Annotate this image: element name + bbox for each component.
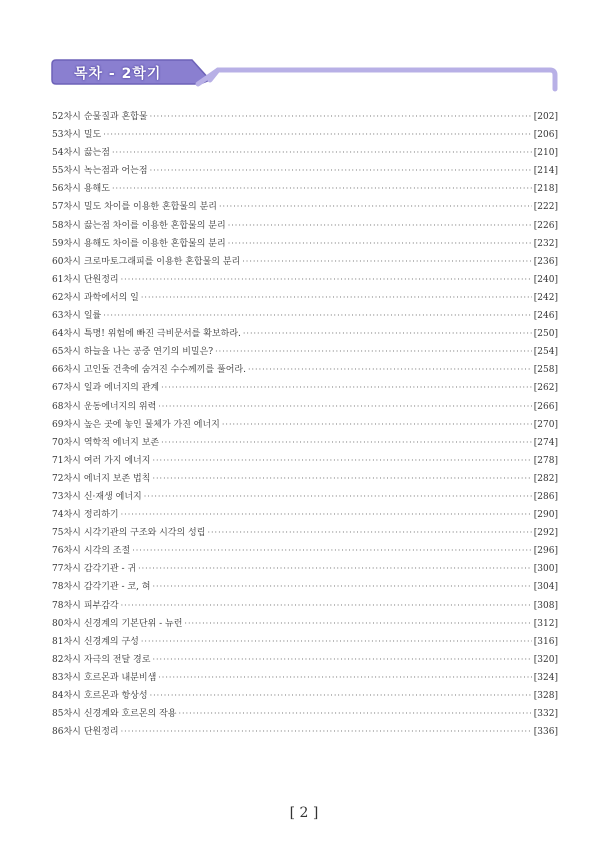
- toc-leader-dots: [150, 108, 532, 126]
- toc-leader-dots: [228, 235, 532, 253]
- section-header: [50, 58, 558, 92]
- toc-leader-dots: [179, 705, 532, 723]
- toc-entry-number: 83차시: [52, 672, 81, 683]
- toc-entry-title: 밀도: [83, 130, 102, 141]
- toc-entry-title: 용해도: [83, 184, 110, 195]
- toc-entry-title: 신경계의 기본단위 - 뉴런: [83, 618, 183, 629]
- toc-entry-title: 일률: [83, 311, 102, 322]
- toc-leader-dots: [215, 343, 532, 361]
- toc-entry[interactable]: [52, 506, 558, 524]
- toc-leader-dots: [158, 669, 532, 687]
- toc-entry-number: 80차시: [52, 618, 81, 629]
- toc-leader-dots: [103, 126, 532, 144]
- toc-entry-title: 피부감각: [83, 600, 119, 611]
- toc-entry[interactable]: [52, 615, 558, 633]
- toc-leader-dots: [153, 578, 532, 596]
- toc-entry-number: 59차시: [52, 238, 81, 249]
- toc-leader-dots: [248, 361, 532, 379]
- toc-leader-dots: [242, 253, 532, 271]
- toc-entry-page: [308]: [533, 600, 558, 611]
- toc-leader-dots: [222, 416, 532, 434]
- toc-entry-title: 에너지 보존 법칙: [83, 473, 151, 484]
- toc-entry-title: 밀도 차이를 이용한 혼합물의 분리: [83, 202, 218, 213]
- toc-entry-title: 시각의 조절: [83, 546, 131, 557]
- toc-entry-title: 일과 에너지의 관계: [83, 383, 160, 394]
- toc-entry[interactable]: [52, 633, 558, 651]
- toc-entry[interactable]: [52, 398, 558, 416]
- toc-entry-number: 85차시: [52, 709, 81, 720]
- toc-entry-page: [222]: [533, 202, 558, 213]
- toc-leader-dots: [121, 506, 532, 524]
- toc-entry[interactable]: [52, 434, 558, 452]
- toc-entry-number: 61차시: [52, 274, 81, 285]
- toc-entry-title: 높은 곳에 놓인 물체가 가진 에너지: [83, 419, 220, 430]
- toc-entry-number: 52차시: [52, 112, 81, 122]
- toc-entry-number: 56차시: [52, 184, 81, 195]
- toc-leader-dots: [161, 434, 532, 452]
- toc-entry[interactable]: [52, 217, 558, 235]
- toc-entry-page: [240]: [533, 274, 558, 285]
- toc-entry-page: [278]: [533, 455, 558, 466]
- toc-entry-title: 단원정리: [83, 274, 119, 285]
- toc-entry-page: [254]: [533, 347, 558, 358]
- toc-entry-page: [274]: [533, 437, 558, 448]
- toc-leader-dots: [152, 452, 531, 470]
- toc-entry[interactable]: [52, 651, 558, 669]
- toc-leader-dots: [150, 687, 532, 705]
- toc-leader-dots: [150, 162, 532, 180]
- toc-entry-number: 60차시: [52, 256, 81, 267]
- toc-leader-dots: [141, 633, 532, 651]
- toc-entry-title: 정리하기: [83, 510, 119, 521]
- toc-entry[interactable]: [52, 289, 558, 307]
- toc-entry-number: 65차시: [52, 347, 81, 358]
- toc-entry-number: 64차시: [52, 329, 81, 340]
- toc-entry-page: [270]: [533, 419, 558, 430]
- toc-entry-title: 여러 가지 에너지: [83, 455, 151, 466]
- toc-entry-number: 58차시: [52, 220, 81, 231]
- toc-entry[interactable]: [52, 253, 558, 271]
- toc-leader-dots: [103, 307, 532, 325]
- toc-entry-page: [300]: [533, 564, 558, 575]
- toc-entry-page: [336]: [533, 727, 558, 738]
- toc-entry-number: 71차시: [52, 455, 81, 466]
- toc-entry-title: 녹는점과 어는점: [83, 166, 148, 177]
- toc-entry[interactable]: [52, 705, 558, 723]
- toc-entry-title: 역학적 에너지 보존: [83, 437, 160, 448]
- toc-entry[interactable]: [52, 488, 558, 506]
- toc-entry-number: 78차시: [52, 582, 81, 593]
- toc-leader-dots: [112, 144, 532, 162]
- toc-leader-dots: [184, 615, 531, 633]
- toc-entry-title: 감각기관 - 귀: [83, 564, 137, 575]
- toc-entry[interactable]: [52, 560, 558, 578]
- toc-entry[interactable]: [52, 470, 558, 488]
- toc-entry-number: 70차시: [52, 437, 81, 448]
- toc-entry[interactable]: [52, 416, 558, 434]
- toc-entry[interactable]: [52, 271, 558, 289]
- toc-entry[interactable]: [52, 198, 558, 216]
- toc-entry-title: 하늘을 나는 공중 연기의 비밀은?: [83, 347, 214, 358]
- toc-leader-dots: [121, 597, 532, 615]
- toc-entry-title: 과학에서의 일: [83, 292, 139, 303]
- toc-entry-page: [312]: [533, 618, 558, 629]
- toc-entry-number: 86차시: [52, 727, 81, 738]
- toc-entry-title: 단원정리: [83, 727, 119, 738]
- toc-entry-title: 호르몬과 항상성: [83, 691, 148, 701]
- toc-entry-page: [250]: [533, 329, 558, 340]
- toc-entry-page: [258]: [533, 365, 558, 376]
- toc-entry-page: [320]: [533, 654, 558, 665]
- toc-entry-number: 81차시: [52, 636, 81, 647]
- toc-entry-number: 84차시: [52, 691, 81, 701]
- toc-leader-dots: [144, 488, 532, 506]
- toc-entry-page: [226]: [533, 220, 558, 231]
- toc-entry-number: 63차시: [52, 311, 81, 322]
- toc-entry[interactable]: [52, 307, 558, 325]
- toc-entry-page: [242]: [533, 292, 558, 303]
- toc-entry-page: [296]: [533, 546, 558, 557]
- toc-entry-title: 크로마토그래피를 이용한 혼합물의 분리: [83, 256, 241, 267]
- toc-entry-number: 78차시: [52, 600, 81, 611]
- toc-leader-dots: [141, 289, 532, 307]
- toc-leader-dots: [152, 651, 531, 669]
- toc-entry[interactable]: [52, 108, 558, 126]
- toc-entry[interactable]: [52, 343, 558, 361]
- toc-entry-title: 운동에너지의 위력: [83, 401, 157, 412]
- toc-leader-dots: [121, 723, 532, 741]
- toc-entry-number: 62차시: [52, 292, 81, 303]
- toc-entry[interactable]: [52, 235, 558, 253]
- toc-leader-dots: [228, 217, 532, 235]
- toc-entry-number: 54차시: [52, 148, 81, 159]
- toc-entry[interactable]: [52, 578, 558, 596]
- toc-entry[interactable]: [52, 180, 558, 198]
- toc-leader-dots: [132, 542, 532, 560]
- toc-entry[interactable]: [52, 361, 558, 379]
- toc-entry-number: 82차시: [52, 654, 81, 665]
- toc-leader-dots: [219, 198, 532, 216]
- toc-entry-number: 53차시: [52, 130, 81, 141]
- toc-entry-number: 69차시: [52, 419, 81, 430]
- table-of-contents: [52, 108, 558, 741]
- toc-entry[interactable]: [52, 542, 558, 560]
- toc-entry-number: 68차시: [52, 401, 81, 412]
- toc-entry[interactable]: [52, 452, 558, 470]
- toc-entry[interactable]: [52, 144, 558, 162]
- toc-entry-title: 순물질과 혼합물: [83, 112, 148, 122]
- toc-entry-page: [232]: [533, 238, 558, 249]
- toc-leader-dots: [207, 524, 531, 542]
- toc-entry[interactable]: [52, 325, 558, 343]
- toc-entry[interactable]: [52, 524, 558, 542]
- toc-entry-page: [282]: [533, 473, 558, 484]
- toc-entry-number: 77차시: [52, 564, 81, 575]
- toc-entry-number: 67차시: [52, 383, 81, 394]
- toc-entry-title: 자극의 전달 경로: [83, 654, 151, 665]
- toc-entry-number: 74차시: [52, 510, 81, 521]
- toc-entry[interactable]: [52, 162, 558, 180]
- toc-entry[interactable]: [52, 379, 558, 397]
- toc-leader-dots: [112, 180, 532, 198]
- toc-leader-dots: [121, 271, 532, 289]
- toc-leader-dots: [161, 379, 532, 397]
- toc-entry-title: 감각기관 - 코, 혀: [83, 582, 151, 593]
- toc-entry-page: [214]: [533, 166, 558, 177]
- toc-leader-dots: [243, 325, 532, 343]
- toc-entry-page: [262]: [533, 383, 558, 394]
- toc-entry-number: 57차시: [52, 202, 81, 213]
- toc-entry-page: [286]: [533, 491, 558, 502]
- toc-entry-title: 용해도 차이를 이용한 혼합물의 분리: [83, 238, 226, 249]
- toc-entry[interactable]: [52, 597, 558, 615]
- toc-leader-dots: [158, 398, 532, 416]
- toc-entry-title: 특명! 위험에 빠진 극비문서를 확보하라.: [83, 329, 241, 340]
- toc-entry-title: 호르몬과 내분비샘: [83, 672, 157, 683]
- toc-entry-page: [292]: [533, 528, 558, 539]
- toc-entry-page: [328]: [533, 691, 558, 701]
- toc-leader-dots: [138, 560, 532, 578]
- toc-entry-page: [324]: [533, 672, 558, 683]
- toc-entry-page: [332]: [533, 709, 558, 720]
- toc-entry[interactable]: [52, 126, 558, 144]
- toc-entry-number: 76차시: [52, 546, 81, 557]
- toc-entry-page: [236]: [533, 256, 558, 267]
- page-number: [ 2 ]: [289, 805, 319, 821]
- toc-entry-number: 75차시: [52, 528, 81, 539]
- toc-entry-page: [290]: [533, 510, 558, 521]
- toc-entry[interactable]: [52, 669, 558, 687]
- toc-leader-dots: [152, 470, 531, 488]
- toc-entry-page: [210]: [533, 148, 558, 159]
- toc-entry-page: [206]: [533, 130, 558, 141]
- toc-entry-number: 66차시: [52, 365, 81, 376]
- toc-entry-page: [218]: [533, 184, 558, 195]
- toc-entry-title: 끓는점: [83, 148, 110, 159]
- toc-entry-title: 고인돌 건축에 숨겨진 수수께끼를 풀어라.: [83, 365, 246, 376]
- toc-entry-number: 55차시: [52, 166, 81, 177]
- toc-entry-page: [316]: [533, 636, 558, 647]
- toc-entry-title: 신경계의 구성: [83, 636, 139, 647]
- toc-entry-page: [304]: [533, 582, 558, 593]
- toc-entry-page: [266]: [533, 401, 558, 412]
- toc-entry-title: 시각기관의 구조와 시각의 성립: [83, 528, 206, 539]
- toc-entry[interactable]: [52, 723, 558, 741]
- toc-entry-number: 73차시: [52, 491, 81, 502]
- toc-entry-title: 끓는점 차이를 이용한 혼합물의 분리: [83, 220, 226, 231]
- toc-entry-title: 신·재생 에너지: [83, 491, 142, 502]
- toc-entry-page: [246]: [533, 311, 558, 322]
- toc-entry-number: 72차시: [52, 473, 81, 484]
- toc-entry-title: 신경계와 호르몬의 작용: [83, 709, 177, 720]
- toc-entry-page: [202]: [533, 112, 558, 122]
- header-title: 목차 - 2학기: [74, 66, 162, 82]
- toc-entry[interactable]: [52, 687, 558, 705]
